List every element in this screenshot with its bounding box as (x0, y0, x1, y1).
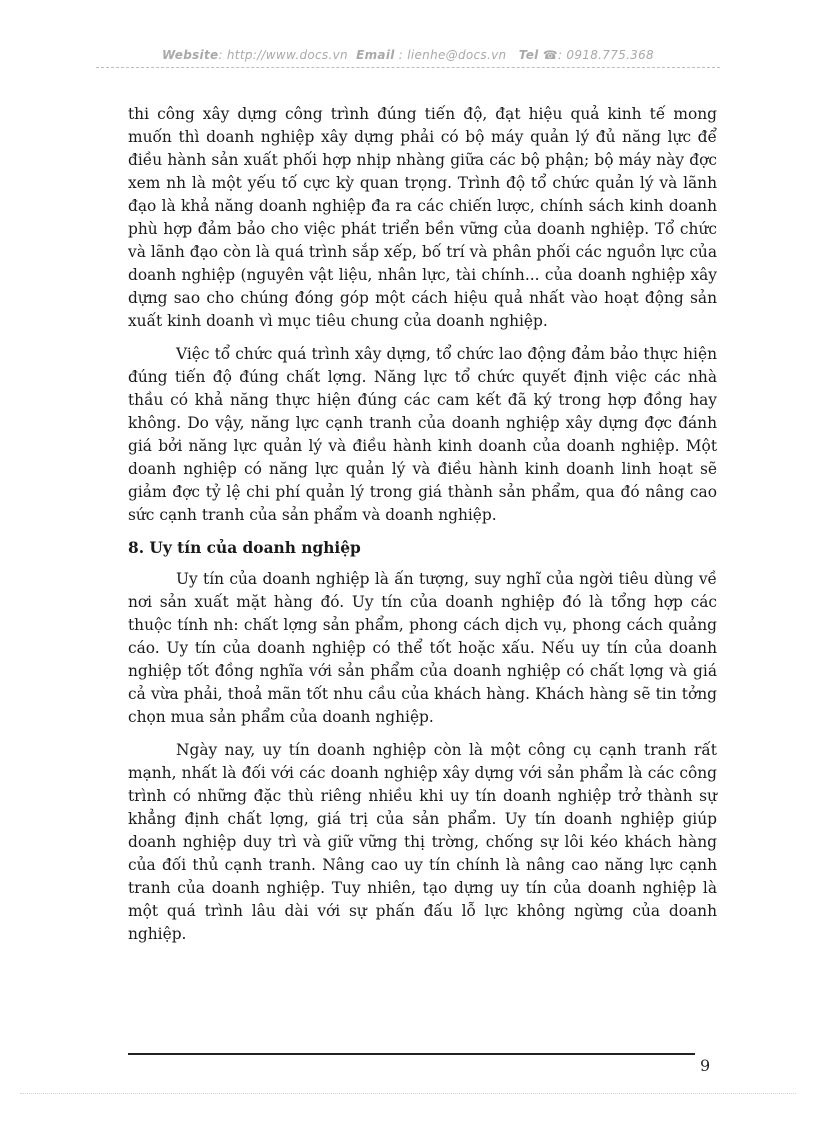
tel-label: Tel (518, 48, 539, 62)
page-bottom-border (20, 1093, 796, 1094)
website-separator: : (218, 48, 227, 62)
email-label: Email (356, 48, 395, 62)
paragraph-1: thi công xây dựng công trình đúng tiến độ, đạt hiệu quả kinh tế mong muốn thì doanh nghiệp xây dựng phải có bộ máy quản lý đủ năng lực để điều hành sản xuất phối hợp nhịp nhàng giữa các bộ phận; bộ máy này đợc xem nh là một yếu tố cực kỳ quan trọng. Trình độ tổ chức quản lý và lãnh đạo là khả năng doanh nghiệp đa ra các chiến lược, chính sách kinh doanh phù hợp đảm bảo cho việc phát triển bền vững của doanh nghiệp. Tổ chức và lãnh đạo còn là quá trình sắp xếp, bố trí và phân phối các nguồn lực của doanh nghiệp (nguyên vật liệu, nhân lực, tài chính... của doanh nghiệp xây dựng sao cho chúng đóng góp một cách hiệu quả nhất vào hoạt động sản xuất kinh doanh vì mục tiêu chung của doanh nghiệp. (128, 105, 717, 330)
email-separator: : (394, 48, 408, 62)
tel-separator: : (557, 48, 567, 62)
page-header (96, 48, 720, 62)
footer-divider (128, 1053, 695, 1055)
tel-number: 0918.775.368 (566, 48, 654, 62)
paragraph-2: Việc tổ chức quá trình xây dựng, tổ chức lao động đảm bảo thực hiện đúng tiến độ đúng chất lợng. Năng lực tổ chức quyết định việc các nhà thầu có khả năng thực hiện đúng các cam kết đã ký trong hợp đồng hay không. Do vậy, năng lực cạnh tranh của doanh nghiệp xây dựng đợc đánh giá bởi năng lực quản lý và điều hành kinh doanh của doanh nghiệp. Một doanh nghiệp có năng lực quản lý và điều hành kinh doanh linh hoạt sẽ giảm đợc tỷ lệ chi phí quản lý trong giá thành sản phẩm, qua đó nâng cao sức cạnh tranh của sản phẩm và doanh nghiệp. (128, 345, 717, 524)
paragraph-3: Uy tín của doanh nghiệp là ấn tượng, suy nghĩ của ngời tiêu dùng về nơi sản xuất mặt hàng đó. Uy tín của doanh nghiệp đó là tổng hợp các thuộc tính nh: chất lợng sản phẩm, phong cách dịch vụ, phong cách quảng cáo. Uy tín của doanh nghiệp có thể tốt hoặc xấu. Nếu uy tín của doanh nghiệp tốt đồng nghĩa với sản phẩm của doanh nghiệp có chất lợng và giá cả vừa phải, thoả mãn tốt nhu cầu của khách hàng. Khách hàng sẽ tin tởng chọn mua sản phẩm của doanh nghiệp. (128, 570, 717, 726)
website-url: http://www.docs.vn (226, 48, 348, 62)
email-address: lienhe@docs.vn (407, 48, 507, 62)
section-heading: 8. Uy tín của doanh nghiệp (128, 539, 361, 557)
phone-icon: ☎ (542, 48, 558, 62)
paragraph-4: Ngày nay, uy tín doanh nghiệp còn là một công cụ cạnh tranh rất mạnh, nhất là đối với các doanh nghiệp xây dựng với sản phẩm là các công trình có những đặc thù riêng nhiều khi uy tín doanh nghiệp trở thành sự khẳng định chất lợng, giá trị của sản phẩm. Uy tín doanh nghiệp giúp doanh nghiệp duy trì và giữ vững thị trờng, chống sự lôi kéo khách hàng của đối thủ cạnh tranh. Nâng cao uy tín chính là nâng cao năng lực cạnh tranh của doanh nghiệp. Tuy nhiên, tạo dựng uy tín của doanh nghiệp là một quá trình lâu dài với sự phấn đấu lỗ lực không ngừng của doanh nghiệp. (128, 741, 717, 943)
document-body (128, 103, 717, 956)
header-divider (96, 67, 720, 68)
page-number: 9 (700, 1056, 711, 1075)
website-label: Website (162, 48, 219, 62)
